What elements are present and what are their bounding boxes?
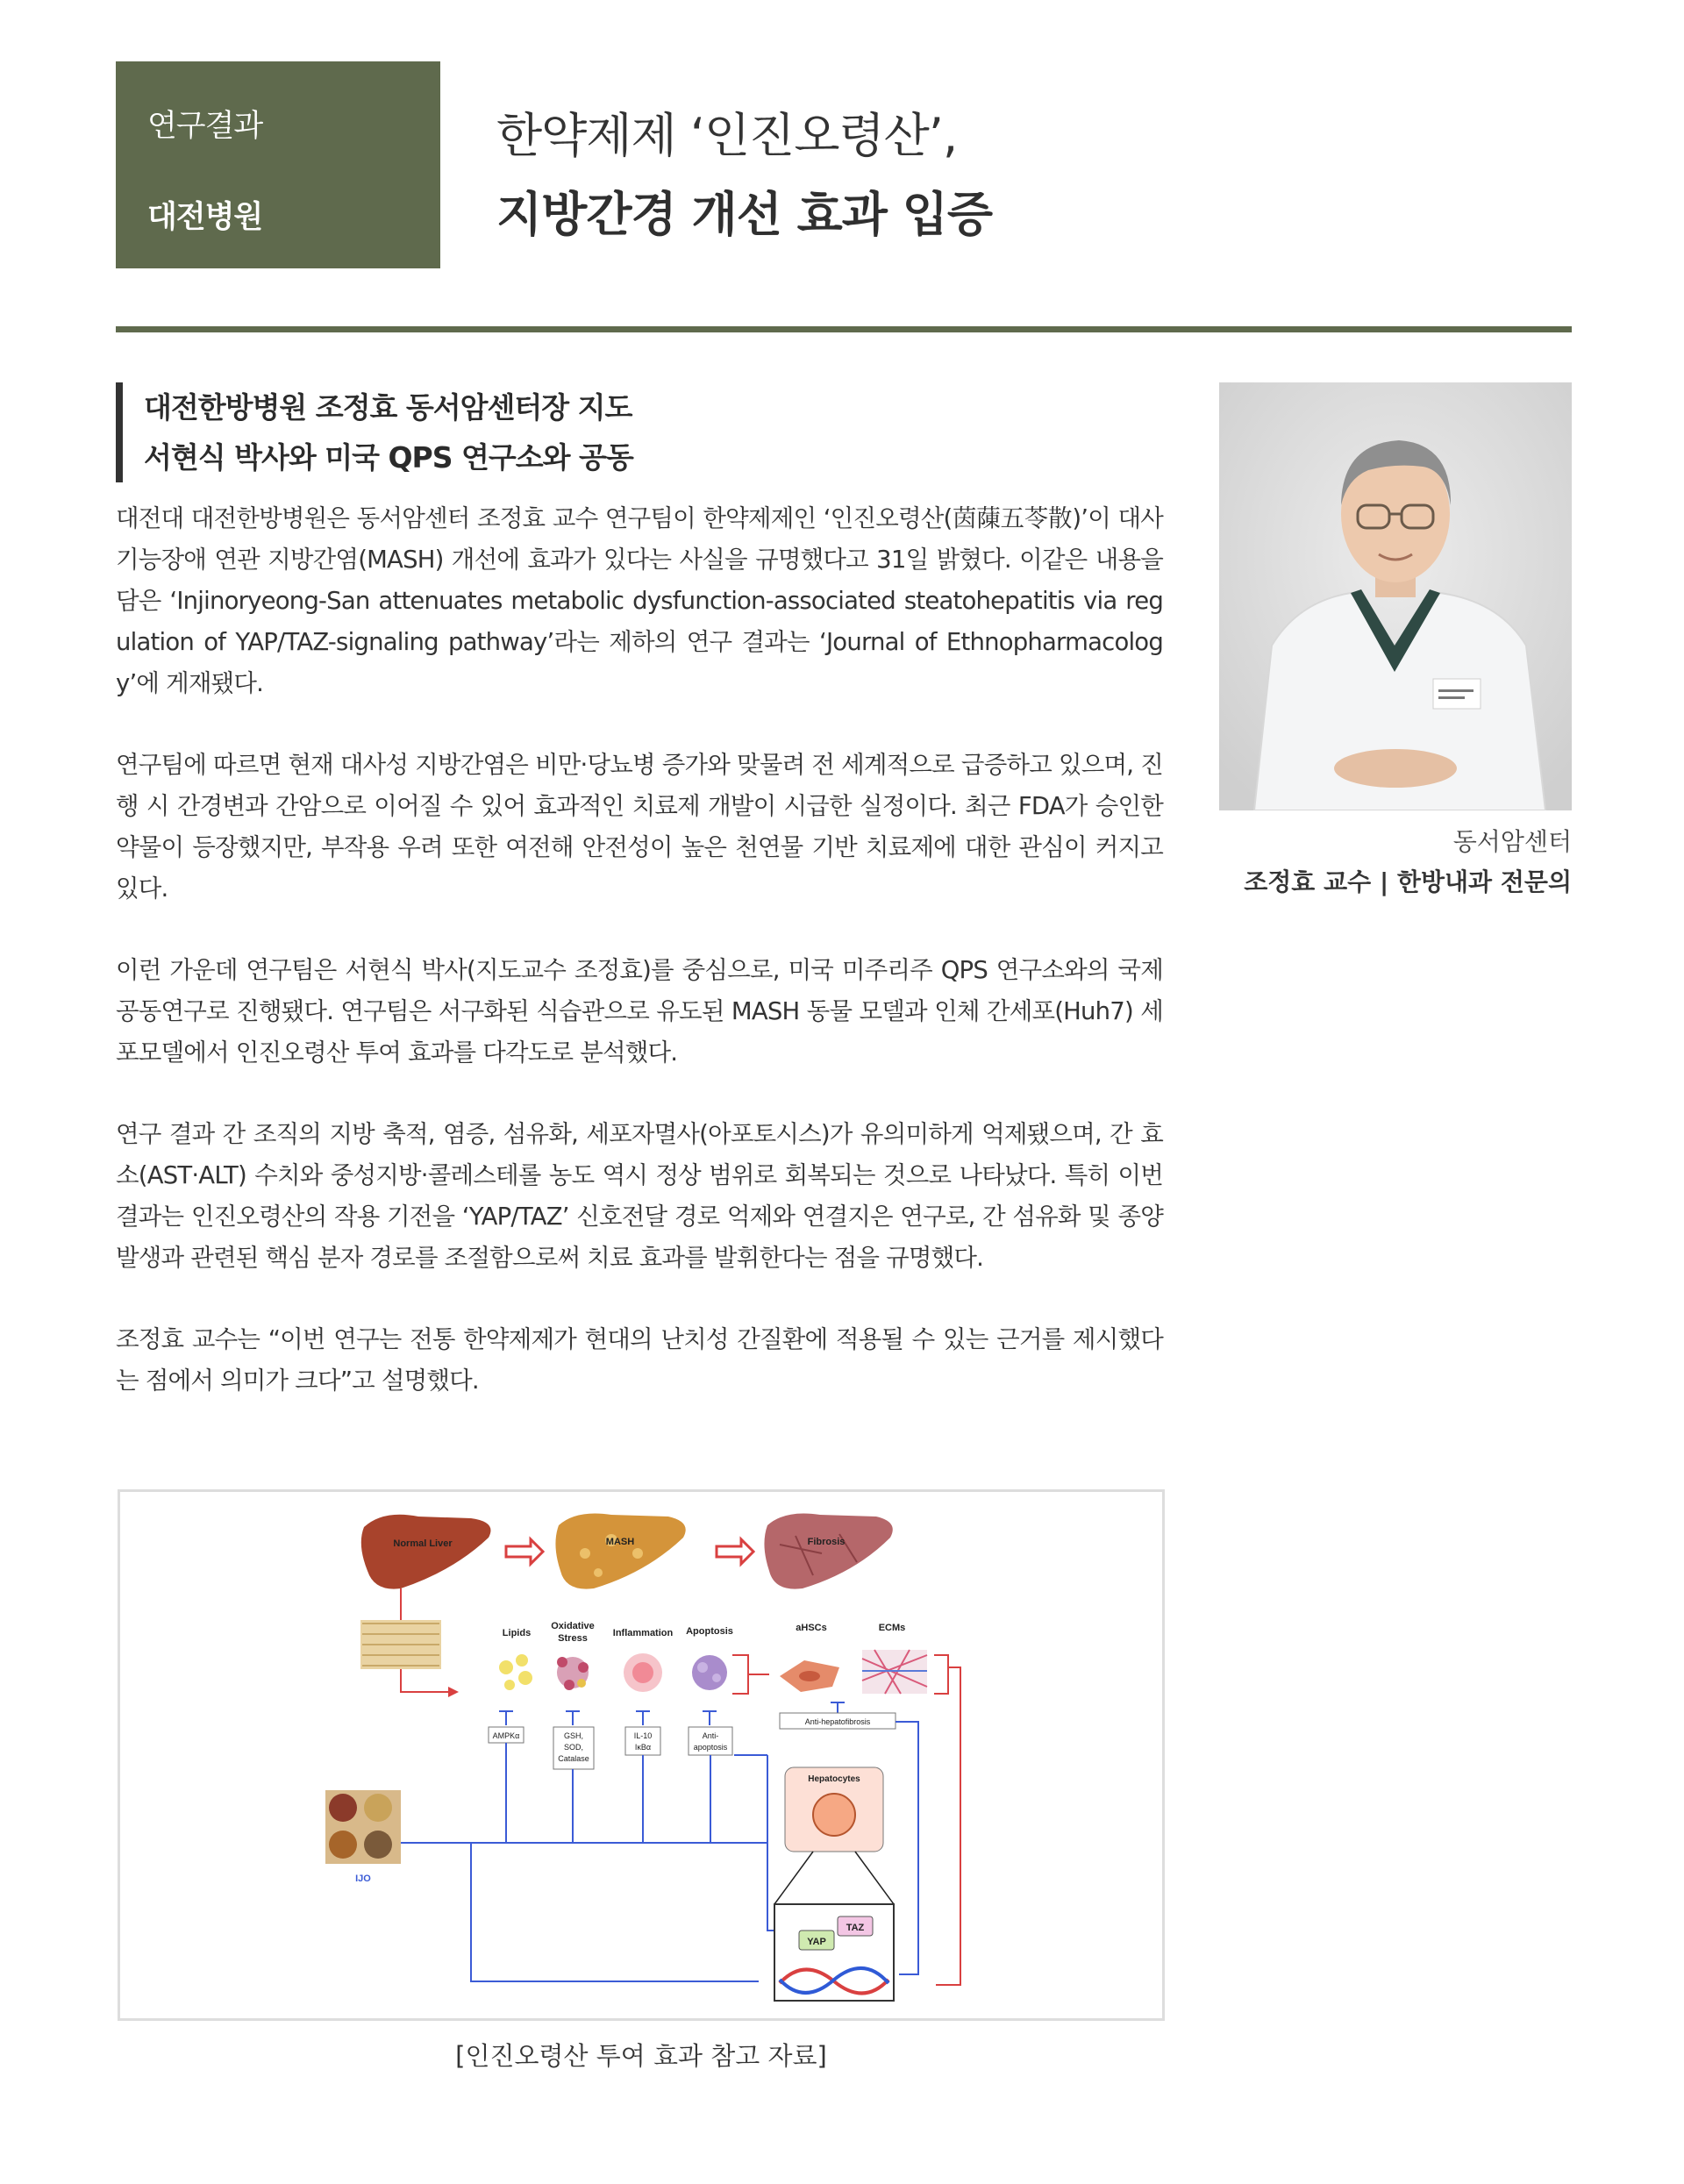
ahscs-label: aHSCs (796, 1623, 827, 1633)
portrait-illustration (1219, 382, 1572, 810)
progression-arrow-icon (717, 1539, 753, 1564)
yap-label: YAP (807, 1937, 826, 1947)
ijo-label: IJO (355, 1874, 371, 1884)
apoptosis-box-label: apoptosis (693, 1743, 728, 1752)
organization-label: 대전병원 (147, 200, 263, 235)
anti-label: Anti- (702, 1731, 719, 1740)
paragraph-4: 연구 결과 간 조직의 지방 축적, 염증, 섬유화, 세포자멸사(아포토시스)가 유의미하게 억제됐으며, 간 효소(AST·ALT) 수치와 중성지방·콜레스테롤 농도 역시 정상 범위로 회복되는 것으로 나타났다. 특히 이번 결과는 인진오령산의 작용 기전을 ‘YAP/TAZ’ 신호전달 경로 억제와 연결지은 연구로, 간 섬유화 및 종양 발생과 관련된 핵심 분자 경로를 조절함으로써 치료 효과를 발휘한다는 점을 규명했다. (116, 1120, 1163, 1272)
nucleus-zoom-box (774, 1904, 894, 2001)
ijo-herbs-image (325, 1790, 401, 1864)
il10-label: IL-10 (633, 1731, 653, 1740)
category-label: 연구결과 (147, 109, 263, 144)
hepatocytes-label: Hepatocytes (808, 1774, 860, 1784)
headline-line-2: 지방간경 개선 효과 입증 (496, 187, 993, 242)
ecms-label: ECMs (878, 1623, 906, 1633)
apoptosis-icon (692, 1655, 727, 1690)
subheading-block (116, 382, 1179, 482)
ecms-icon (862, 1650, 927, 1694)
taz-label: TAZ (846, 1923, 865, 1933)
progression-arrow-icon (506, 1539, 543, 1564)
inflammation-icon (624, 1653, 662, 1692)
oxidative-label: Oxidative (551, 1621, 595, 1631)
category-tag-box (116, 61, 440, 268)
ikba-label: IκBα (634, 1743, 652, 1752)
paragraph-1: 대전대 대전한방병원은 동서암센터 조정효 교수 연구팀이 한약제제인 ‘인진오령산(茵蔯五苓散)’이 대사기능장애 연관 지방간염(MASH) 개선에 효과가 있다는 사실을 규명했다고 31일 밝혔다. 이같은 내용을 담은 ‘Injinoryeong-San attenuates metabolic dysfunction-associated steatohepatitis via regulation of YAP/TAZ-signaling pathway’라는 제하의 연구 결과는 ‘Journal of Ethnopharmacology’에 게재됐다. (116, 504, 1163, 697)
normal-liver-label: Normal Liver (393, 1538, 453, 1549)
inflammation-label: Inflammation (612, 1628, 674, 1638)
apoptosis-label: Apoptosis (686, 1626, 733, 1637)
ampka-label: AMPKα (492, 1731, 520, 1740)
professor-portrait-photo (1219, 382, 1572, 810)
figure-caption: [인진오령산 투여 효과 참고 자료] (455, 2041, 827, 2071)
mash-liver-illustration (555, 1514, 685, 1589)
headline-line-1: 한약제제 ‘인진오령산’, (496, 108, 958, 163)
sod-label: SOD, (563, 1743, 584, 1752)
paragraph-2: 연구팀에 따르면 현재 대사성 지방간염은 비만·당뇨병 증가와 맞물려 전 세계적으로 급증하고 있으며, 진행 시 간경변과 간암으로 이어질 수 있어 효과적인 치료제 개발이 시급한 실정이다. 최근 FDA가 승인한 약물이 등장했지만, 부작용 우려 또한 여전해 안전성이 높은 천연물 기반 치료제에 대한 관심이 커지고 있다. (116, 751, 1163, 903)
lipids-label: Lipids (502, 1628, 532, 1638)
oxidative-stress-icon (557, 1657, 589, 1690)
lipids-icon (499, 1654, 532, 1690)
mash-label: MASH (605, 1537, 635, 1547)
paragraph-5: 조정효 교수는 “이번 연구는 전통 한약제제가 현대의 난치성 간질환에 적용될 수 있는 근거를 제시했다는 점에서 의미가 크다”고 설명했다. (116, 1325, 1163, 1395)
gsh-label: GSH, (563, 1731, 584, 1740)
stress-label: Stress (558, 1633, 588, 1644)
mechanism-diagram (120, 1492, 1162, 2018)
profile-name-title: 조정효 교수 | 한방내과 전문의 (1244, 867, 1572, 896)
paragraph-3: 이런 가운데 연구팀은 서현식 박사(지도교수 조정효)를 중심으로, 미국 미주리주 QPS 연구소와의 국제 공동연구로 진행됐다. 연구팀은 서구화된 식습관으로 유도된 MASH 동물 모델과 인체 간세포(Huh7) 세포모델에서 인진오령산 투여 효과를 다각도로 분석했다. (116, 956, 1163, 1067)
fibrosis-liver-illustration (764, 1514, 892, 1589)
profile-department: 동서암센터 (1452, 827, 1572, 856)
anti-hepatofibrosis-label: Anti-hepatofibrosis (804, 1717, 871, 1726)
mechanism-figure (118, 1489, 1165, 2021)
catalase-label: Catalase (558, 1754, 589, 1763)
subheading-line-2: 서현식 박사와 미국 QPS 연구소와 공동 (144, 440, 633, 475)
subheading-line-1: 대전한방병원 조정효 동서암센터장 지도 (144, 390, 632, 425)
header-divider (116, 326, 1572, 332)
article-body (116, 498, 1163, 1442)
ahscs-icon (780, 1660, 839, 1692)
normal-liver-illustration (361, 1515, 491, 1589)
fibrosis-label: Fibrosis (807, 1537, 846, 1547)
